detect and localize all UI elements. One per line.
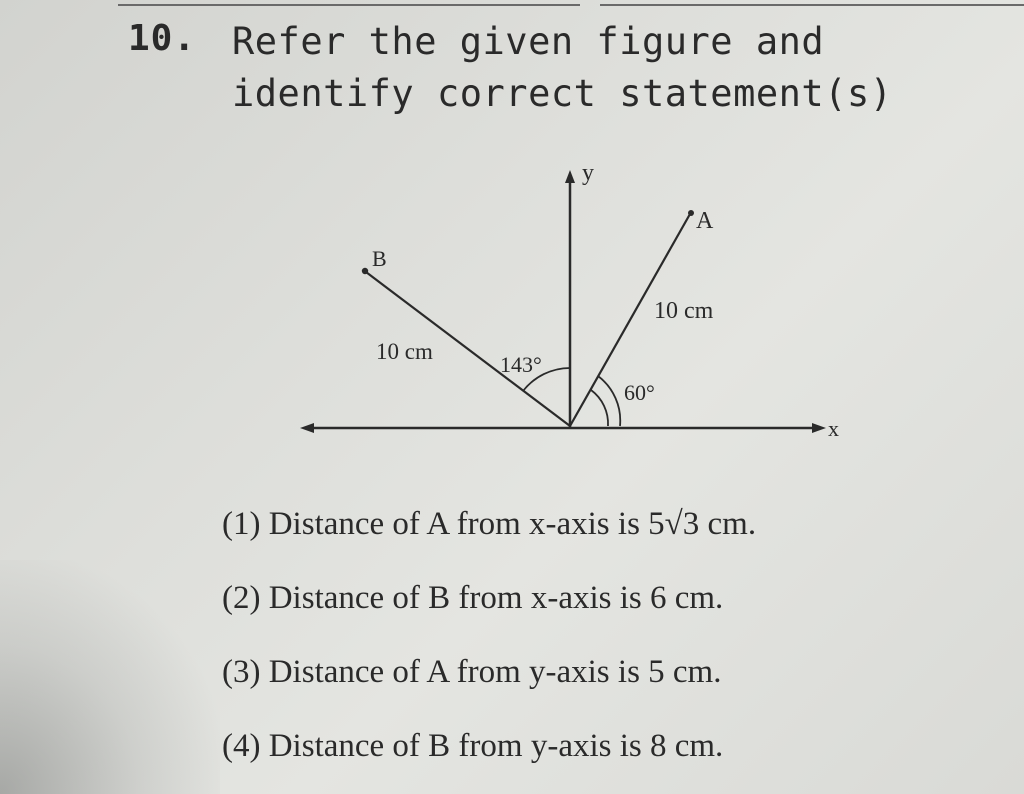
top-rule-right [600,4,1024,6]
x-axis-left-arrow [300,423,314,433]
point-b-label: B [372,246,387,271]
question-number: 10. [128,18,197,59]
angle-arc-60-inner [591,390,608,426]
point-b-dot [362,268,368,274]
option-2: (2) Distance of B from x-axis is 6 cm. [222,580,724,616]
x-axis-right-arrow [812,423,826,433]
option-3: (3) Distance of A from y-axis is 5 cm. [222,654,722,690]
point-a-label: A [696,208,714,234]
x-axis-label: x [828,416,839,441]
page-shadow [0,560,220,794]
question-text: Refer the given figure and identify correct statement(s) [232,20,893,115]
options-list [222,498,982,794]
angle-143-label: 143° [500,352,542,377]
option-4: (4) Distance of B from y-axis is 8 cm. [222,728,724,764]
y-axis-arrow [565,170,575,183]
length-b-label: 10 cm [376,339,433,364]
angle-60-label: 60° [624,380,655,405]
option-1: (1) Distance of A from x-axis is 5√3 cm. [222,506,757,542]
y-axis-label: y [582,160,594,186]
length-a-label: 10 cm [654,298,714,324]
vector-figure [280,150,880,460]
top-rule-left [118,4,580,6]
point-a-dot [688,210,694,216]
